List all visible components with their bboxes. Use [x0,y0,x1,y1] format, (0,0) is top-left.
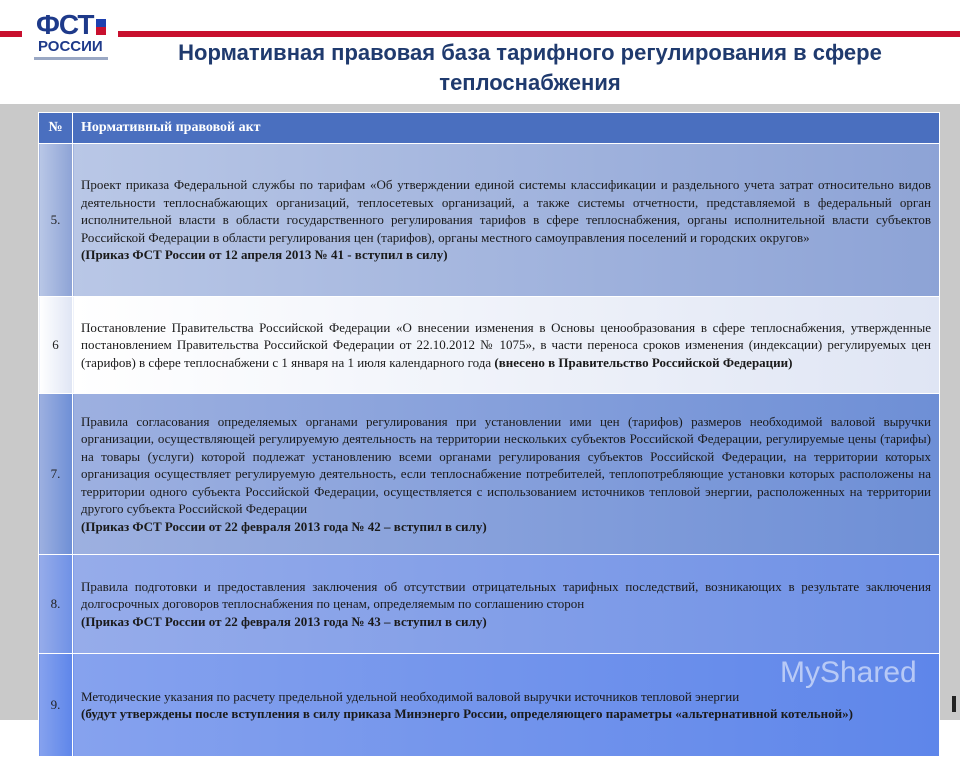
header-act: Нормативный правовой акт [73,113,940,144]
row-number: 5. [39,144,73,297]
act-status: (Приказ ФСТ России от 12 апреля 2013 № 41 - вступил в силу) [81,247,448,263]
flag-stripe-icon [96,11,106,35]
edge-marker [952,696,956,712]
table-header-row [39,113,940,144]
row-number: 9. [39,654,73,757]
page-title: Нормативная правовая база тарифного регулирования в сфере теплоснабжения [178,40,882,95]
act-description: Постановление Правительства Российской Федерации «О внесении изменения в Основы ценообразования в сфере теплоснабжения, утвержденные постановлением Правительства Российской Федерации от 22.10.2012 № 1075», в части переноса сроков изменения (индексации) регулируемых цен (тарифов) в сфере теплоснабжени с 1 января на 1 июля календарного года [81,319,931,370]
row-number: 8. [39,555,73,654]
table-row [39,555,940,654]
row-number: 7. [39,394,73,555]
act-status: (будут утверждены после вступления в силу приказа Минэнерго России, определяющего параметры «альтернативной котельной») [81,706,853,721]
row-number: 6 [39,297,73,394]
row-text [73,555,940,654]
row-text [73,394,940,555]
header-red-line [0,31,960,37]
logo-sub-text: РОССИИ [38,38,103,55]
row-text [73,144,940,297]
logo-main-text: ФСТ [36,9,94,40]
act-status: (Приказ ФСТ России от 22 февраля 2013 года № 43 – вступил в силу) [81,613,487,629]
fst-logo [22,3,118,75]
act-description: Методические указания по расчету предельной удельной необходимой валовой выручки источников тепловой энергии [81,688,740,704]
act-status: (внесено в Правительство Российской Федерации) [494,354,793,370]
row-text [73,297,940,394]
table-row [39,297,940,394]
watermark: MyShared [780,656,917,689]
table-row [39,394,940,555]
header-num: № [39,113,73,144]
act-description: Правила подготовки и предоставления заключения об отсутствии отрицательных тарифных последствий, возникающих в результате заключения долгосрочных договоров теплоснабжения по ценам, определяемым по соглашению сторон [81,578,931,612]
table-row [39,144,940,297]
act-description: Правила согласования определяемых органами регулирования при установлении ими цен (тарифов) размеров необходимой валовой выручки организации, осуществляющей регулируемую деятельность на территории нескольких субъектов Российской Федерации, регулируемые цены (тарифы) на товары (услуги) которой подлежат установлению всеми органами регулирования субъектов Российской Федерации, на территории которых организация осуществляет регулируемую деятельность, если теплоснабжение потребителей, теплопотребляющие установки которых расположены на территории одного субъекта Российской Федерации, осуществляется с использованием источников тепловой энергии, расположенных на территории другого субъекта Российской Федерации [81,413,931,517]
header-bar [0,0,960,110]
act-description: Проект приказа Федеральной службы по тарифам «Об утверждении единой системы классификации и раздельного учета затрат относительно видов деятельности теплоснабжающих организаций, теплосетевых организаций, а также системы отчетности, представляемой в федеральный орган исполнительной власти в области государственного регулирования тарифов в сфере теплоснабжения, органы исполнительной власти субъектов Российской Федерации в области регулирования цен (тарифов), органы местного самоуправления поселений и городских округов» [81,177,931,245]
logo-tagline [34,57,108,60]
act-status: (Приказ ФСТ России от 22 февраля 2013 года № 42 – вступил в силу) [81,518,487,534]
